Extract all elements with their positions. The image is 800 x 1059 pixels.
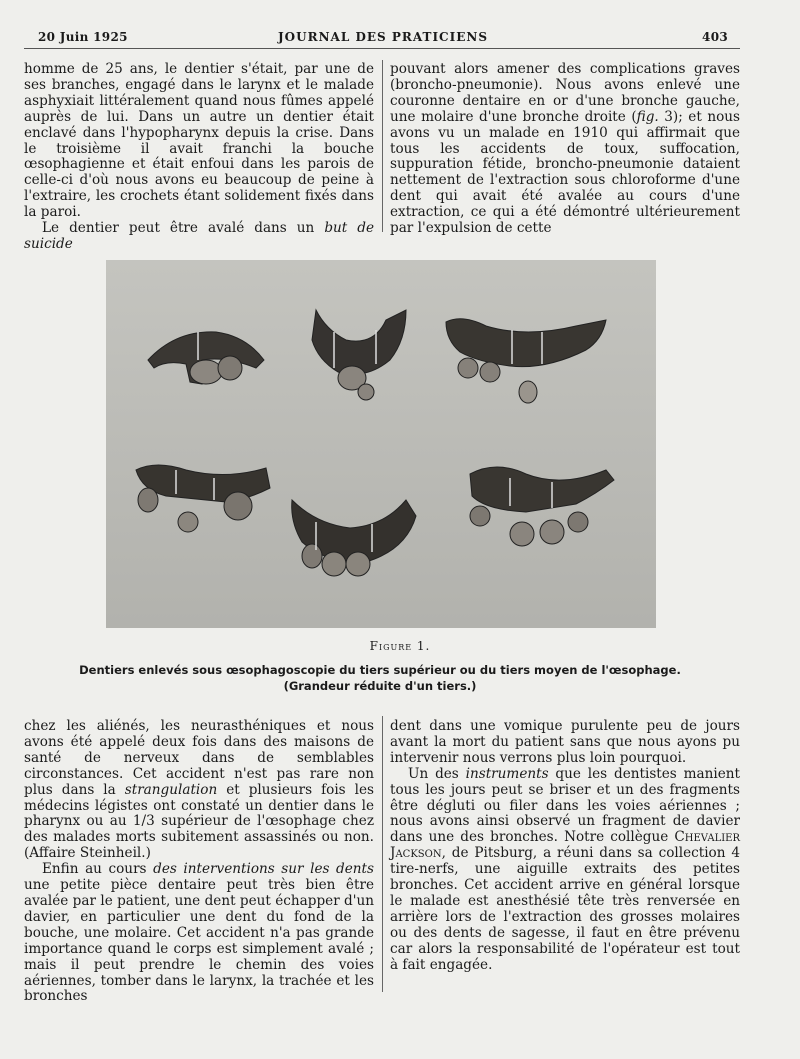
figure-caption	[0, 662, 760, 694]
issue-date: 20 Juin 1925	[38, 30, 128, 44]
dentures-image	[106, 260, 656, 628]
top-left-p2-text: Le dentier peut être avalé dans un	[42, 220, 325, 237]
bottom-right-column	[390, 719, 740, 974]
top-right-paragraph	[390, 62, 740, 237]
bottom-left-paragraph-1	[24, 719, 374, 862]
top-column-separator	[382, 60, 383, 232]
header-rule	[24, 48, 740, 49]
top-right-text-2: 3); et nous avons vu un malade en 1910 qui affirmait que tous les accidents de toux, suffocation, suppuration fétide, broncho-pneumonie dataient nettement de l'extraction sous chloroforme d'une dent qui avait été avalée au cours d'une extraction, ce qui a été démontré ultérieurement par l'expulsion de cette	[390, 108, 740, 237]
top-left-p2-emphasis: but de suicide	[24, 220, 374, 252]
bottom-right-p2-text-a: Un des	[408, 765, 466, 782]
bottom-right-p2-text-b: que les dentistes manient tous les jours peut se briser et un des fragments être dégluti ou filer dans les voies aériennes ; nous avons ainsi observé un fragment de davier dans une des bronches. Notre collègue	[390, 765, 740, 846]
bottom-left-p2-text-a: Enfin au cours	[42, 861, 154, 878]
figure-label: Figure 1.	[369, 639, 431, 653]
page-number: 403	[702, 30, 728, 44]
author-name: Chevalier Jackson	[390, 829, 740, 862]
bottom-right-paragraph-2	[390, 767, 740, 974]
top-right-text-1: pouvant alors amener des complications graves (broncho-pneumonie). Nous avons enlevé une couronne dentaire en or d'une bronche gauche, une molaire d'une bronche droite (	[390, 61, 740, 125]
bottom-right-p2-text-c: , de Pitsburg, a réuni dans sa collection 4 tire-nerfs, une aiguille extraits des petites bronches. Cet accident arrive en général lorsque le malade est anesthésié tête très renversée en arrière lors de l'extraction des grosses molaires ou des dents de sagesse, il faut en être prévenu car alors la responsabilité de l'opérateur est tout à fait engagée.	[390, 845, 740, 973]
figure-caption-line-1: Dentiers enlevés sous œsophagoscopie du tiers supérieur ou du tiers moyen de l'œsophage.	[79, 663, 681, 677]
bottom-right-p2-emphasis: instruments	[465, 765, 549, 782]
bottom-left-p1-text-b: et plusieurs fois les médecins légistes ont constaté un dentier dans le pharynx ou au 1/3 supérieur de l'œsophage chez des malades morts subitement assassinés ou non. (Affaire Steinheil.)	[24, 781, 374, 862]
bottom-left-p2-emphasis: des interventions sur les dents	[153, 861, 375, 878]
journal-title: JOURNAL DES PRATICIENS	[278, 30, 488, 44]
bottom-left-paragraph-2	[24, 862, 374, 1005]
bottom-column-separator	[382, 716, 383, 992]
bottom-left-p2-text-b: une petite pièce dentaire peut très bien être avalée par le patient, une dent peut échapper d'un davier, en particulier une dent du fond de la bouche, une molaire. Cet accident n'a pas grande importance quand le corps est simplement avalé ; mais il peut prendre le chemin des voies aériennes, tomber dans le larynx, la trachée et les bronches	[24, 877, 374, 1005]
bottom-left-p1-emphasis: strangulation	[124, 781, 218, 798]
figure-caption-line-2: (Grandeur réduite d'un tiers.)	[283, 679, 477, 693]
bottom-left-p1-text-a: chez les aliénés, les neurasthéniques et nous avons été appelé deux fois dans des maisons de santé de nerveux dans de semblables circonstances. Cet accident n'est pas rare non plus dans la	[24, 718, 374, 798]
top-left-paragraph-2	[24, 221, 374, 253]
bottom-left-column	[24, 719, 374, 1005]
figure-reference: fig.	[636, 108, 659, 125]
top-left-column	[24, 62, 374, 253]
top-right-column	[390, 62, 740, 237]
page-header	[38, 30, 728, 46]
bottom-right-paragraph-1: dent dans une vomique purulente peu de jours avant la mort du patient sans que nous ayons pu intervenir nous verrons plus loin pourquoi.	[390, 718, 740, 766]
top-left-paragraph-1: homme de 25 ans, le dentier s'était, par une de ses branches, engagé dans le larynx et le malade asphyxiait littéralement quand nous fûmes appelé auprès de lui. Dans un autre un dentier était enclavé dans l'hypopharynx depuis la crise. Dans le troisième il avait franchi la bouche œsophagienne et était enfoui dans les parois de celle-ci d'où nous avons eu beaucoup de peine à l'extraire, les crochets étant solidement fixés dans la paroi.	[24, 61, 374, 221]
dentures-photograph	[106, 260, 656, 628]
